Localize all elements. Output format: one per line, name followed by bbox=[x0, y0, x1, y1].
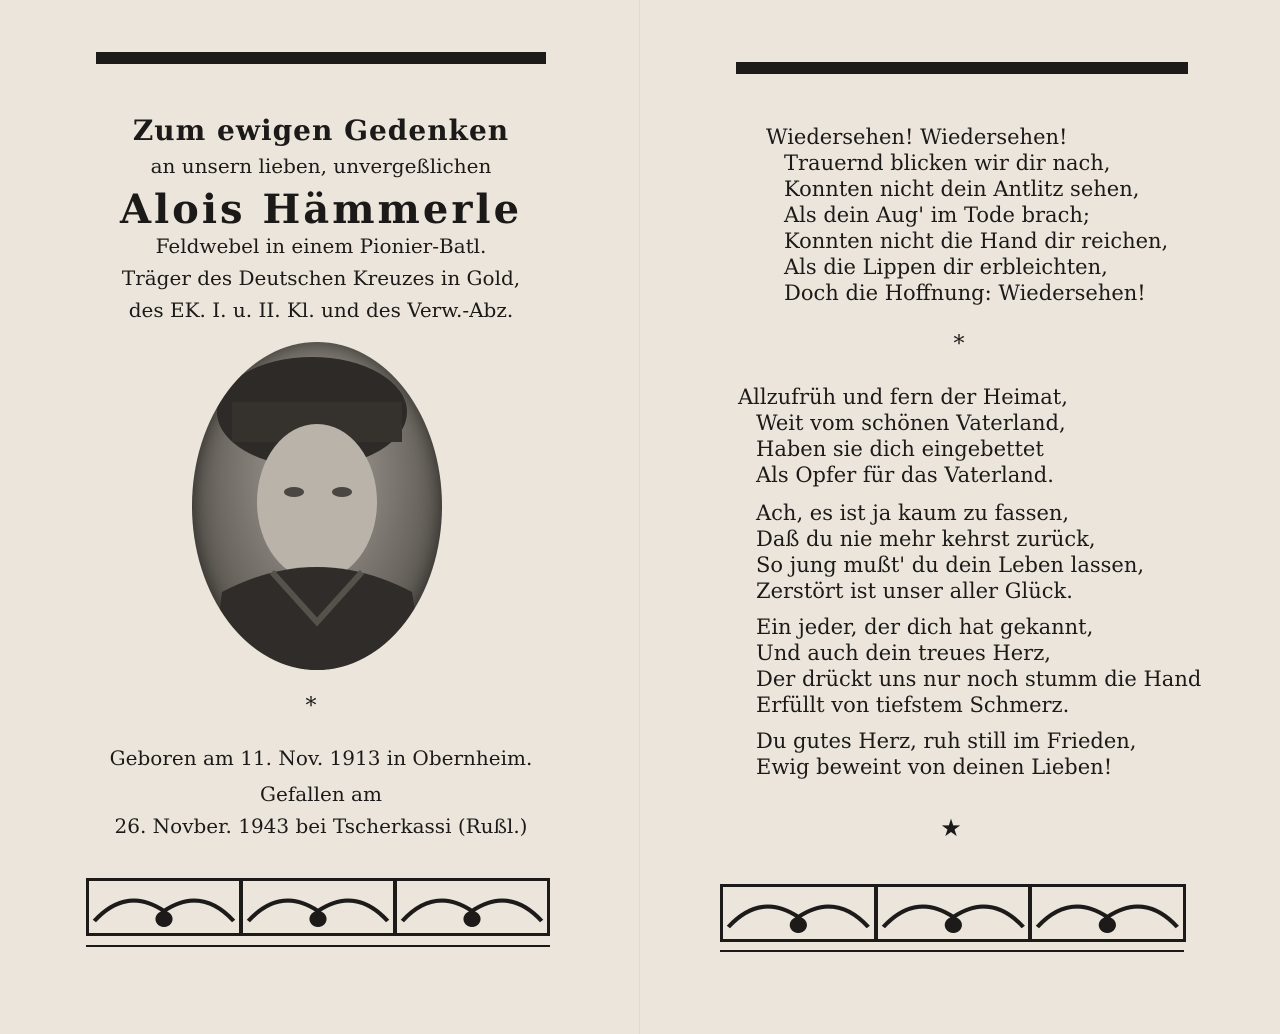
birth-line: Geboren am 11. Nov. 1913 in Obernheim. bbox=[109, 746, 533, 770]
honors-line-2: des EK. I. u. II. Kl. und des Verw.-Abz. bbox=[128, 298, 514, 322]
card-fold bbox=[639, 0, 641, 1034]
poem-stanza-4 bbox=[756, 614, 1201, 718]
deceased-name: Alois Hämmerle bbox=[119, 186, 523, 233]
poem-line: Doch die Hoffnung: Wiedersehen! bbox=[784, 281, 1146, 305]
oak-leaf-icon bbox=[723, 887, 874, 939]
poem-line: So jung mußt' du dein Leben lassen, bbox=[756, 553, 1145, 577]
fallen-label: Gefallen am bbox=[260, 782, 382, 806]
poem-line: Weit vom schönen Vaterland, bbox=[756, 411, 1066, 435]
deceased-rank: Feldwebel in einem Pionier-Batl. bbox=[155, 234, 487, 258]
poem-line: Zerstört ist unser aller Glück. bbox=[756, 579, 1073, 603]
poem-line: Der drückt uns nur noch stumm die Hand bbox=[756, 667, 1202, 691]
right-top-rule bbox=[736, 62, 1188, 74]
poem-line: Daß du nie mehr kehrst zurück, bbox=[756, 527, 1096, 551]
poem-line: Wiedersehen! Wiedersehen! bbox=[766, 125, 1068, 149]
poem-line: Konnten nicht dein Antlitz sehen, bbox=[784, 177, 1140, 201]
right-oak-leaf-border bbox=[720, 884, 1186, 942]
poem-line: Allzufrüh und fern der Heimat, bbox=[738, 385, 1068, 409]
poem-line: Erfüllt von tiefstem Schmerz. bbox=[756, 693, 1070, 717]
poem-line: Ein jeder, der dich hat gekannt, bbox=[756, 615, 1094, 639]
poem-line: Ewig beweint von deinen Lieben! bbox=[756, 755, 1113, 779]
left-bottom-rule bbox=[86, 945, 550, 947]
poem-stanza-2 bbox=[738, 384, 1068, 488]
poem-stanza-5 bbox=[756, 728, 1136, 780]
left-star-ornament: * bbox=[305, 694, 317, 719]
poem-line: Und auch dein treues Herz, bbox=[756, 641, 1051, 665]
right-bottom-rule bbox=[720, 950, 1184, 952]
poem-line: Als dein Aug' im Tode brach; bbox=[784, 203, 1090, 227]
end-star-icon: ★ bbox=[940, 814, 962, 842]
right-star-ornament: * bbox=[953, 332, 965, 357]
memorial-subheading: an unsern lieben, unvergeßlichen bbox=[150, 154, 492, 178]
poem-line: Konnten nicht die Hand dir reichen, bbox=[784, 229, 1169, 253]
poem-line: Als die Lippen dir erbleichten, bbox=[784, 255, 1108, 279]
poem-line: Als Opfer für das Vaterland. bbox=[756, 463, 1054, 487]
poem-stanza-1 bbox=[766, 124, 1168, 306]
portrait-photo bbox=[192, 342, 442, 670]
poem-line: Trauernd blicken wir dir nach, bbox=[784, 151, 1111, 175]
poem-line: Du gutes Herz, ruh still im Frieden, bbox=[756, 729, 1137, 753]
honors-line-1: Träger des Deutschen Kreuzes in Gold, bbox=[121, 266, 521, 290]
oak-leaf-icon bbox=[243, 881, 393, 933]
oak-leaf-icon bbox=[1032, 887, 1183, 939]
poem-line: Haben sie dich eingebettet bbox=[756, 437, 1044, 461]
oak-leaf-icon bbox=[878, 887, 1029, 939]
fallen-line: 26. Novber. 1943 bei Tscherkassi (Rußl.) bbox=[114, 814, 528, 838]
oak-leaf-icon bbox=[397, 881, 547, 933]
memorial-heading: Zum ewigen Gedenken bbox=[132, 114, 510, 147]
poem-line: Ach, es ist ja kaum zu fassen, bbox=[756, 501, 1070, 525]
left-oak-leaf-border bbox=[86, 878, 550, 936]
left-top-rule bbox=[96, 52, 546, 64]
poem-stanza-3 bbox=[756, 500, 1144, 604]
oak-leaf-icon bbox=[89, 881, 239, 933]
